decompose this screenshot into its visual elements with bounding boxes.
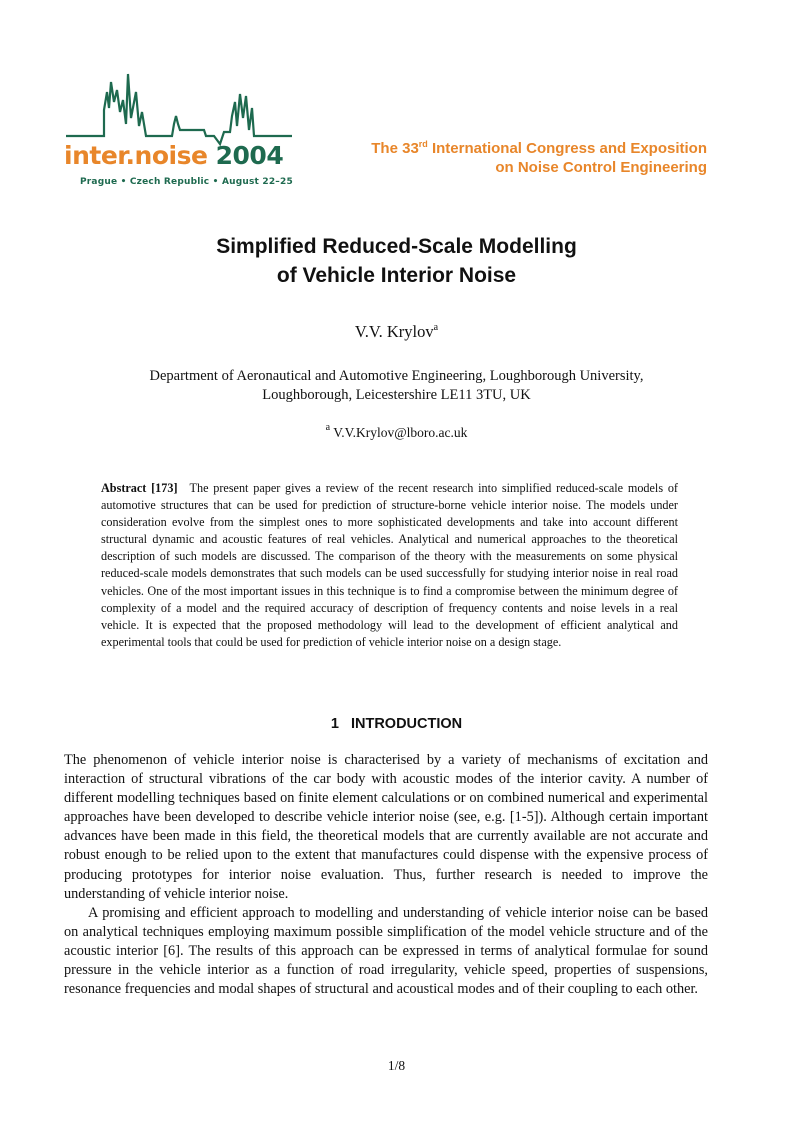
congress-prefix: The 33 [371,140,419,157]
page-number: 1/8 [387,1058,406,1073]
congress-suffix: International Congress and Exposition [427,140,707,157]
affiliation-line-1: Department of Aeronautical and Automotive Engineering, Loughborough University, [149,368,644,384]
conference-logo [64,72,294,192]
paper-title [0,232,793,290]
title-line-2: of Vehicle Interior Noise [276,264,517,287]
congress-line-1 [307,139,707,158]
paragraph-2: A promising and efficient approach to modelling and understanding of vehicle interior noise can be based on analytical techniques employing maximum possible simplification of the model vehicle structure and of the acoustic interior [6]. The results of this approach can be expressed in terms of analytical formulae for sound pressure in the vehicle interior as a function of road irregularity, vehicle speed, properties of suspensions, resonance frequencies and modal shapes of structural and acoustical modes and of their coupling to each other. [64,904,708,998]
affiliation-line-2: Loughborough, Leicestershire LE11 3TU, UK [262,387,531,403]
congress-header [307,139,707,177]
logo-year: 2004 [215,141,284,170]
abstract-text: The present paper gives a review of the recent research into simplified reduced-scale models of automotive structures that can be used for prediction of structure-borne vehicle interior noise. The models under consideration evolve from the simplest ones to more sophisticated developments and take into account different structural dynamic and acoustic features of real vehicles. Analytical and numerical approaches to the theoretical description of such models are discussed. The comparison of the theory with the measurements on some physical reduced-scale models demonstrates that such models can be used successfully for studying interior noise in real road vehicles. One of the most important issues in this technique is to find a compromise between the minimum degree of complexity of a model and the required accuracy of description of frequency contents and noise levels in a real vehicle. It is expected that the proposed methodology will lead to the development of efficient analytical and experimental tools that could be used for prediction of vehicle interior noise on a design stage. [101,481,678,649]
abstract-label: Abstract [173] [101,481,178,495]
abstract [101,480,678,651]
congress-line-2: on Noise Control Engineering [495,159,707,176]
section-heading: 1 INTRODUCTION [330,716,463,732]
prague-skyline-icon [66,74,292,144]
logo-tagline: Prague • Czech Republic • August 22–25 [80,177,293,187]
author [0,322,793,342]
body-text [64,751,708,999]
title-line-1: Simplified Reduced-Scale Modelling [216,235,577,258]
author-name: V.V. Krylov [354,322,434,341]
congress-ordinal: rd [418,139,428,149]
logo-wordmark [64,142,294,170]
email-affil-marker: a [325,422,331,433]
author-email [0,422,793,441]
affiliation [0,367,793,405]
email-address: V.V.Krylov@lboro.ac.uk [330,425,468,440]
paragraph-1: The phenomenon of vehicle interior noise is characterised by a variety of mechanisms of excitation and interaction of structural vibrations of the car body with acoustic modes of the interior cavity. A number of different modelling techniques based on finite element calculations or on combined numerical and experimental approaches have been developed to describe vehicle interior noise (see, e.g. [1-5]). Although certain important advances have been made in this field, the theoretical models that are currently available are not accurate and robust enough to be relied upon to the extent that manufactures could dispense with the expensive process of producing prototypes for interior noise evaluation. Thus, further research is needed to improve the understanding of vehicle interior noise. [64,752,708,902]
logo-word: inter.noise [64,141,208,170]
author-affil-marker: a [433,322,439,333]
